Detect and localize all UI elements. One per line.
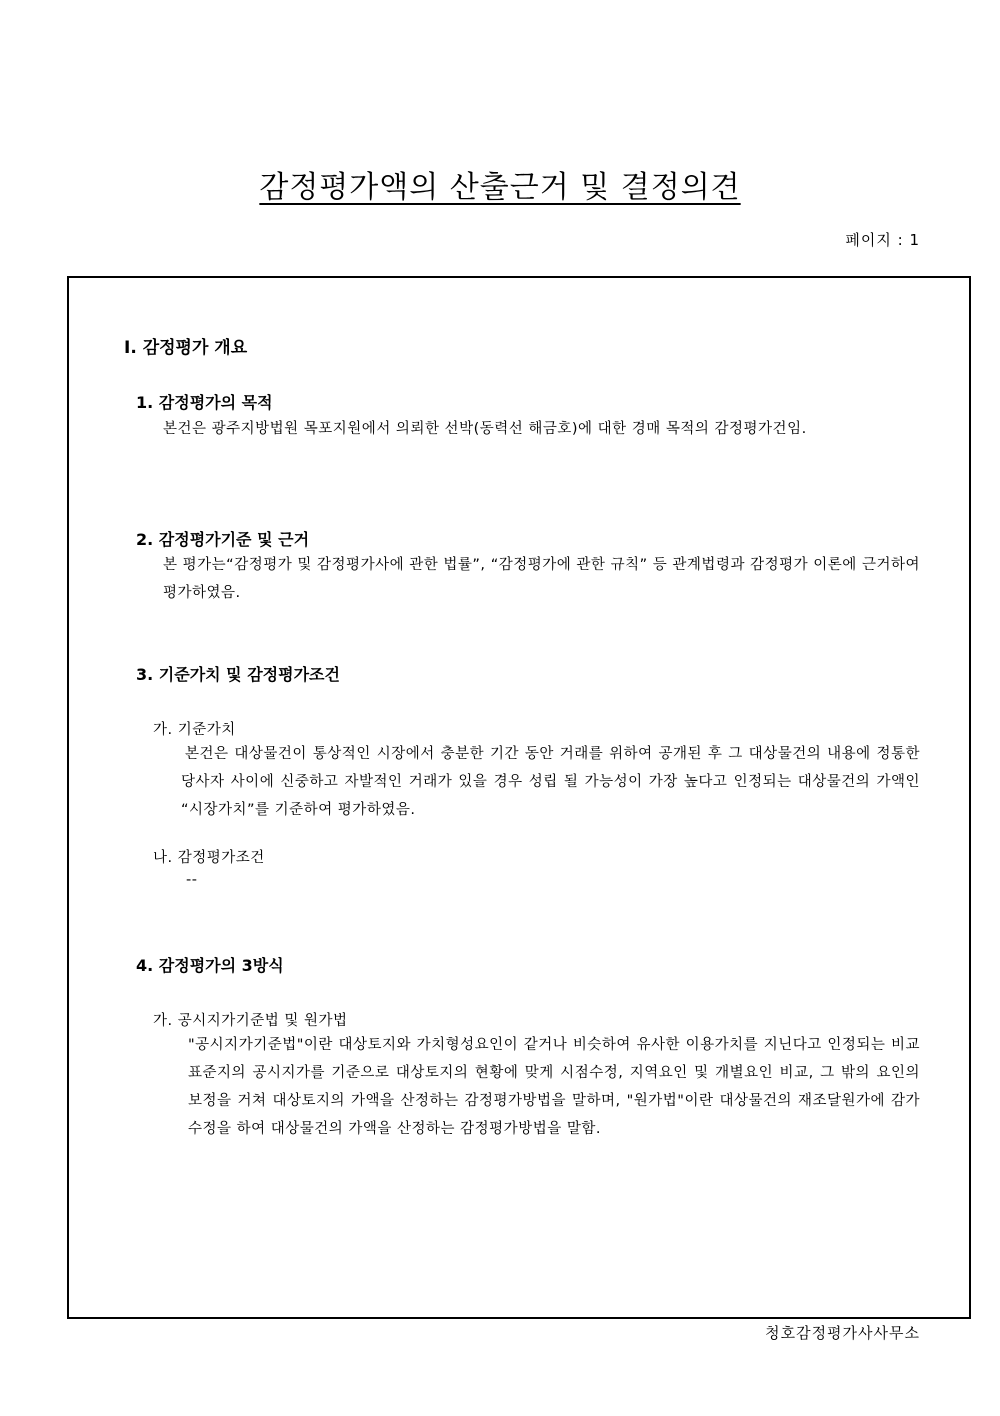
document-title-text: 감정평가액의 산출근거 및 결정의견: [259, 170, 741, 205]
section-heading: Ⅰ. 감정평가 개요: [124, 338, 248, 358]
item-2-text: 본 평가는“감정평가 및 감정평가사에 관한 법률”, “감정평가에 관한 규칙” 등 관계법령과 감정평가 이론에 근거하여 평가하였음.: [163, 557, 920, 601]
item-3b-text: --: [186, 872, 198, 888]
item-2-heading: 2. 감정평가기준 및 근거: [136, 530, 310, 549]
item-3-heading: 3. 기준가치 및 감정평가조건: [136, 665, 340, 684]
item-4a-label: 가. 공시지가기준법 및 원가법: [153, 1013, 348, 1029]
item-3a-text: 본건은 대상물건이 통상적인 시장에서 충분한 기간 동안 거래를 위하여 공개된 후 그 대상물건의 내용에 정통한 당사자 사이에 신중하고 자발적인 거래가 있을 경우 성립 될 가능성이 가장 높다고 인정되는 대상물건의 가액인 “시장가치”를 기준하여 평가하였음.: [181, 746, 920, 818]
item-4-heading: 4. 감정평가의 3방식: [136, 956, 284, 975]
item-1-text: 본건은 광주지방법원 목포지원에서 의뢰한 선박(동력선 해금호)에 대한 경매 목적의 감정평가건임.: [163, 421, 807, 437]
office-name: 청호감정평가사사무소: [765, 1324, 920, 1342]
item-1-heading: 1. 감정평가의 목적: [136, 393, 273, 412]
item-3a-label: 가. 기준가치: [153, 722, 236, 738]
item-4a-text: "공시지가기준법"이란 대상토지와 가치형성요인이 같거나 비슷하여 유사한 이용가치를 지닌다고 인정되는 비교표준지의 공시지가를 기준으로 대상토지의 현황에 맞게 시점수정, 지역요인 및 개별요인 비교, 그 밖의 요인의 보정을 거쳐 대상토지의 가액을 산정하는 감정평가방법을 말하며, "원가법"이란 대상물건의 재조달원가에 감가수정을 하여 대상물건의 가액을 산정하는 감정평가방법을 말함.: [188, 1037, 920, 1137]
document-title: [0, 162, 1000, 206]
item-3b-label: 나. 감정평가조건: [153, 850, 265, 866]
page-number: 페이지 : 1: [845, 231, 920, 249]
